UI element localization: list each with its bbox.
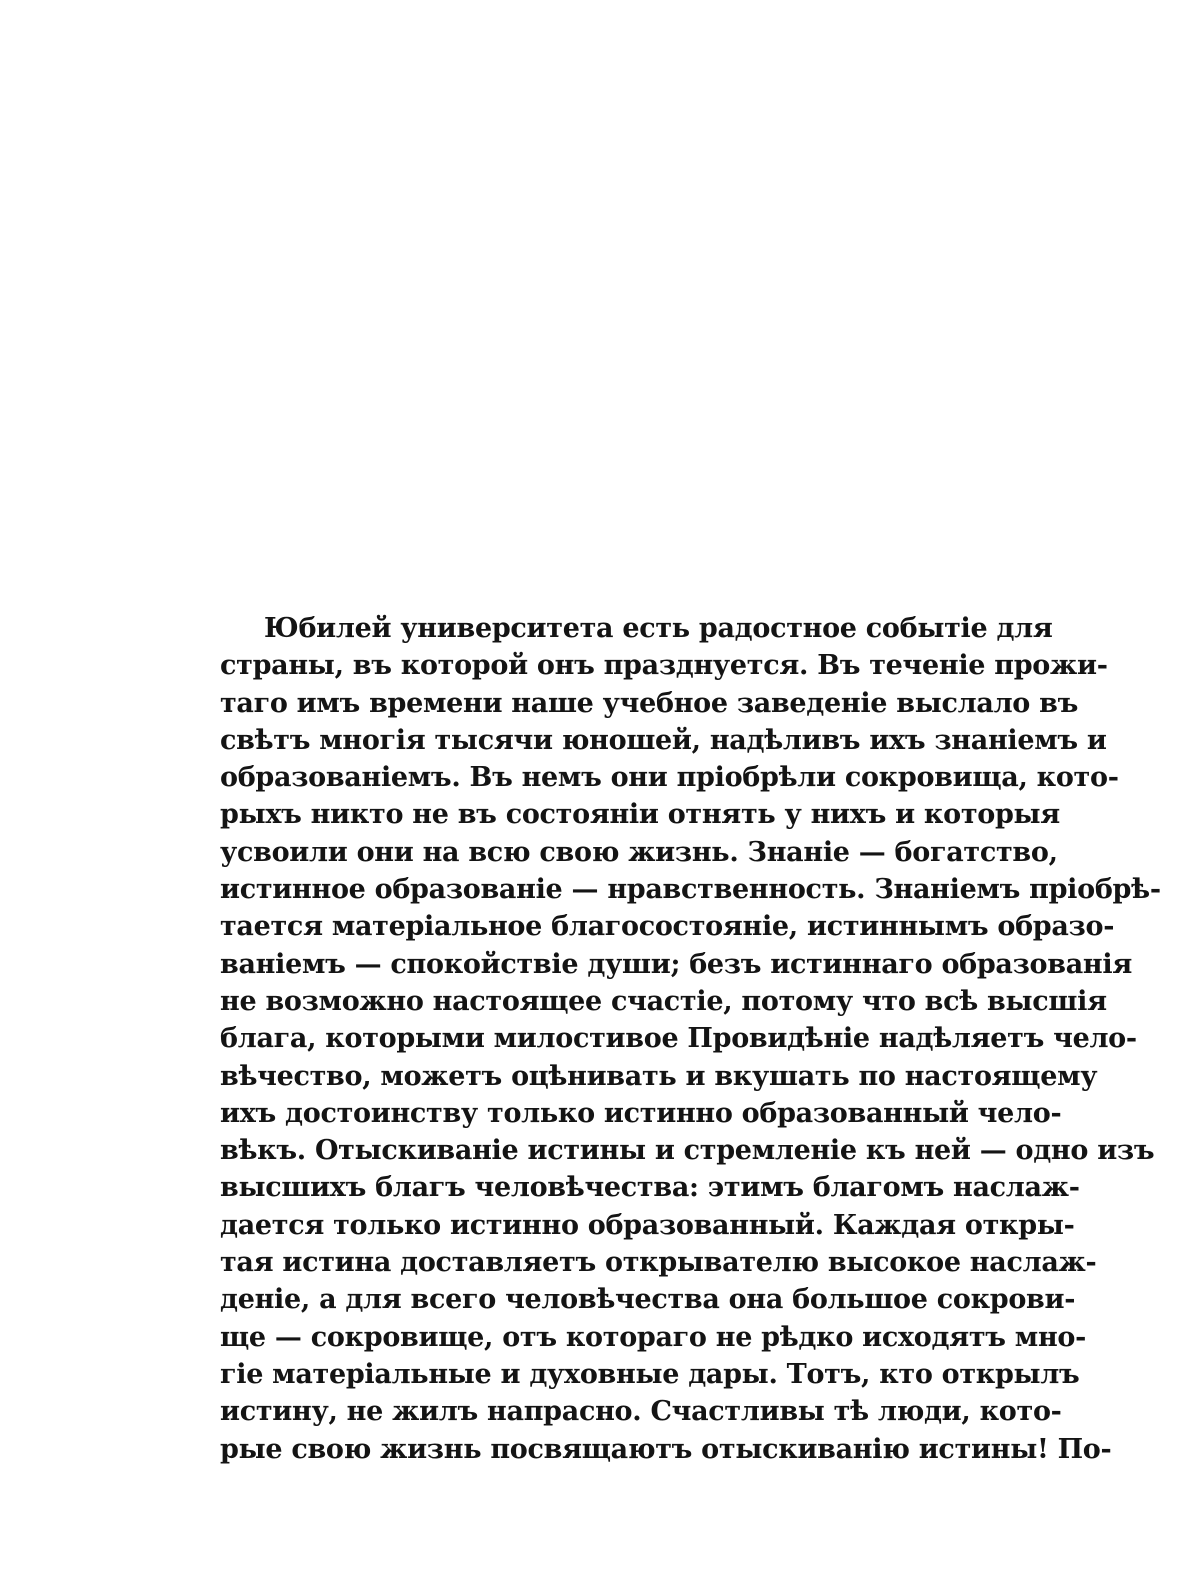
text-line: истинное образованіе — нравственность. Знаніемъ пріобрѣ- — [220, 874, 1161, 906]
text-line: ваніемъ — спокойствіе души; безъ истиннаго образованія — [220, 948, 1132, 980]
text-line: Юбилей университета есть радостное событіе для — [264, 613, 1053, 644]
text-line: тая истина доставляетъ открывателю высокое наслаж- — [220, 1247, 1097, 1279]
text-line: деніе, а для всего человѣчества она большое сокрови- — [220, 1284, 1076, 1316]
text-line: не возможно настоящее счастіе, потому что всѣ высшія — [220, 985, 1107, 1017]
text-line: ще — сокровище, отъ котораго не рѣдко исходятъ мно- — [220, 1321, 1087, 1353]
text-line: рыхъ никто не въ состояніи отнять у нихъ и которыя — [220, 799, 1060, 831]
text-line: высшихъ благъ человѣчества: этимъ благомъ наслаж- — [220, 1172, 1080, 1204]
text-line: ихъ достоинству только истинно образованный чело- — [220, 1097, 1062, 1129]
text-line: таго имъ времени наше учебное заведеніе выслало въ — [220, 687, 1078, 719]
text-line: вѣчество, можетъ оцѣнивать и вкушать по настоящему — [220, 1060, 1098, 1092]
text-line: образованіемъ. Въ немъ они пріобрѣли сокровища, котo- — [220, 762, 1119, 794]
text-line: вѣкъ. Отыскиваніе истины и стремленіе къ ней — одно изъ — [220, 1135, 1155, 1167]
text-line: гіе матеріальные и духовные дары. Тотъ, кто открылъ — [220, 1358, 1080, 1390]
text-line: дается только истинно образованный. Каждая откры- — [220, 1209, 1075, 1241]
text-line: блага, которыми милостивое Провидѣніе надѣляетъ чело- — [220, 1023, 1137, 1055]
text-line: страны, въ которой онъ празднуется. Въ теченіе прожи- — [220, 650, 1108, 682]
text-line: истину, не жилъ напрасно. Счастливы тѣ люди, кото- — [220, 1396, 1062, 1428]
text-line: тается матеріальное благосостояніе, истиннымъ образо- — [220, 911, 1115, 943]
text-line: свѣтъ многія тысячи юношей, надѣливъ ихъ знаніемъ и — [220, 724, 1107, 756]
text-line: рые свою жизнь посвящаютъ отыскиванію истины! По- — [220, 1433, 1112, 1465]
body-paragraph — [220, 610, 1161, 1468]
text-line: усвоили они на всю свою жизнь. Знаніе — богатство, — [220, 836, 1058, 868]
